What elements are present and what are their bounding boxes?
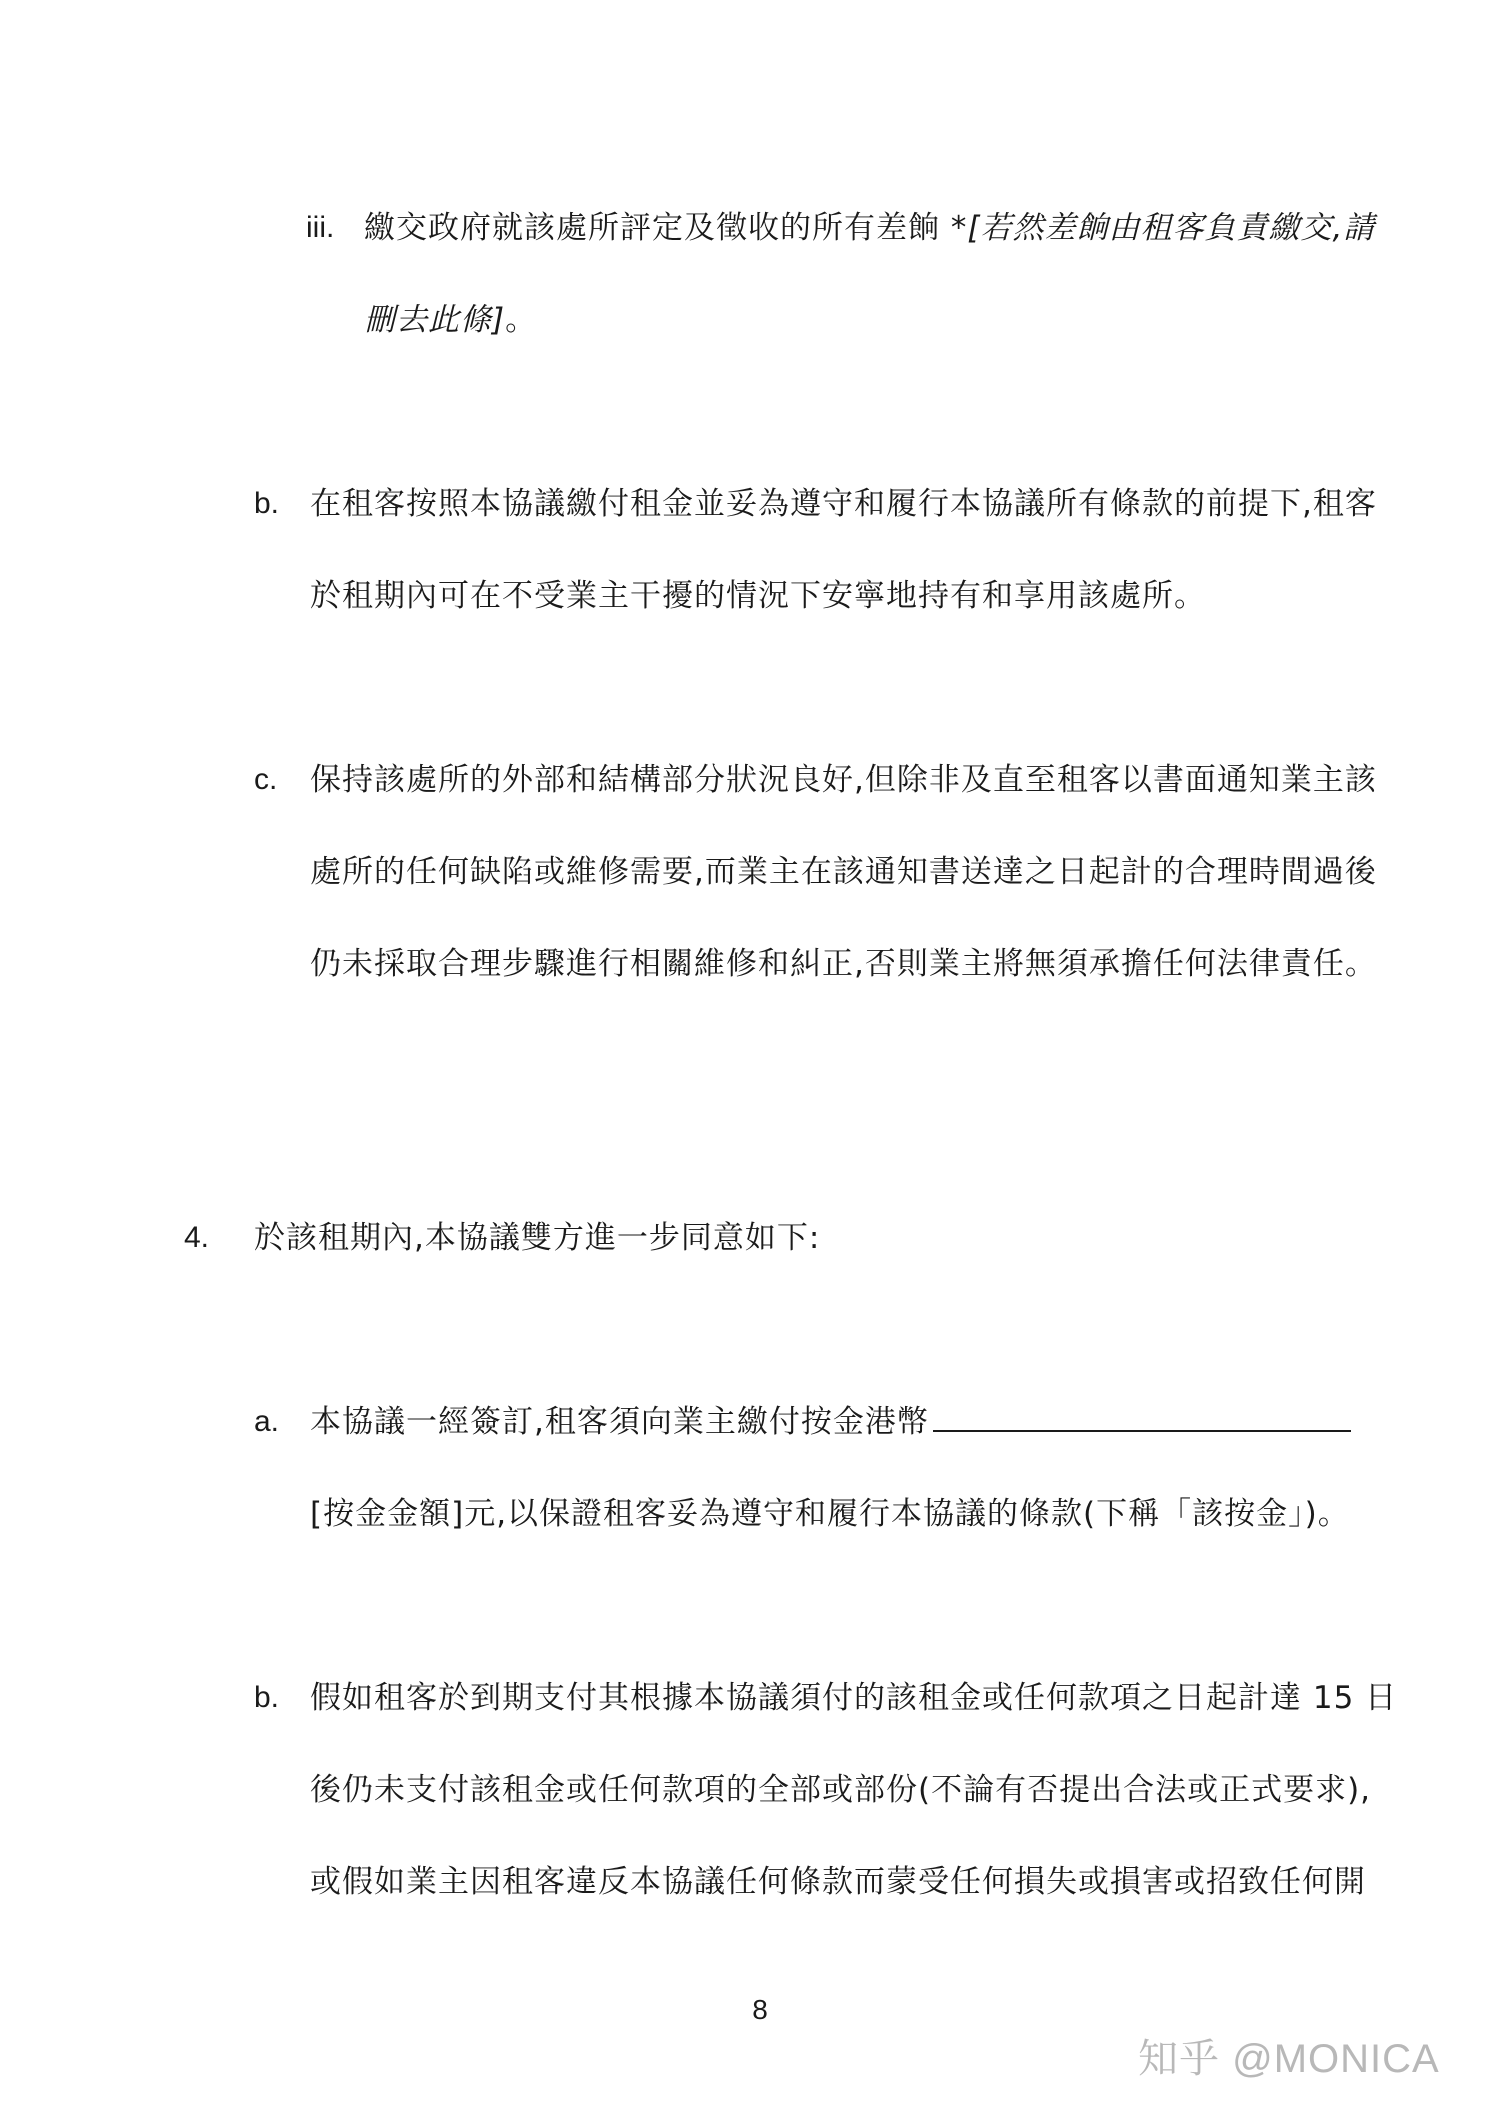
clause-3a-iii-line-1 bbox=[364, 208, 1375, 248]
clause-number-4: 4. bbox=[184, 1221, 210, 1254]
list-marker-a: a. bbox=[254, 1405, 280, 1438]
list-marker-b: b. bbox=[254, 1681, 280, 1714]
list-marker-c: c. bbox=[254, 763, 278, 796]
clause-4a-line-2: [按金金額]元,以保證租客妥為遵守和履行本協議的條款(下稱「該按金」)。 bbox=[310, 1496, 1350, 1532]
editorial-note: 刪去此條] bbox=[364, 302, 506, 338]
watermark: 知乎 @MONICA bbox=[1138, 2037, 1440, 2081]
list-marker-iii: iii. bbox=[306, 211, 335, 244]
clause-text: 繳交政府就該處所評定及徵收的所有差餉 * bbox=[364, 210, 968, 246]
clause-4b-line-3: 或假如業主因租客違反本協議任何條款而蒙受任何損失或損害或招致任何開 bbox=[310, 1864, 1366, 1900]
clause-text: 本協議一經簽訂,租客須向業主繳付按金港幣 bbox=[310, 1404, 929, 1440]
deposit-amount-blank bbox=[933, 1402, 1351, 1432]
clause-3b-line-2: 於租期內可在不受業主干擾的情況下安寧地持有和享用該處所。 bbox=[310, 578, 1206, 614]
clause-3c-line-3: 仍未採取合理步驟進行相關維修和糾正,否則業主將無須承擔任何法律責任。 bbox=[310, 946, 1377, 982]
clause-text: 。 bbox=[505, 302, 538, 338]
editorial-note: [若然差餉由租客負責繳交,請 bbox=[967, 210, 1376, 246]
clause-4-heading: 於該租期內,本協議雙方進一步同意如下: bbox=[254, 1220, 821, 1256]
clause-4b-line-1: 假如租客於到期支付其根據本協議須付的該租金或任何款項之日起計達 15 日 bbox=[310, 1680, 1398, 1716]
clause-3a-iii-line-2 bbox=[364, 300, 537, 340]
clause-4a-line-1 bbox=[310, 1402, 1351, 1442]
clause-3b-line-1: 在租客按照本協議繳付租金並妥為遵守和履行本協議所有條款的前提下,租客 bbox=[310, 486, 1377, 522]
clause-3c-line-1: 保持該處所的外部和結構部分狀況良好,但除非及直至租客以書面通知業主該 bbox=[310, 762, 1377, 798]
clause-3c-line-2: 處所的任何缺陷或維修需要,而業主在該通知書送達之日起計的合理時間過後 bbox=[310, 854, 1377, 890]
list-marker-b: b. bbox=[254, 487, 280, 520]
page-number: 8 bbox=[752, 1994, 768, 2025]
clause-4b-line-2: 後仍未支付該租金或任何款項的全部或部份(不論有否提出合法或正式要求), bbox=[310, 1772, 1372, 1808]
